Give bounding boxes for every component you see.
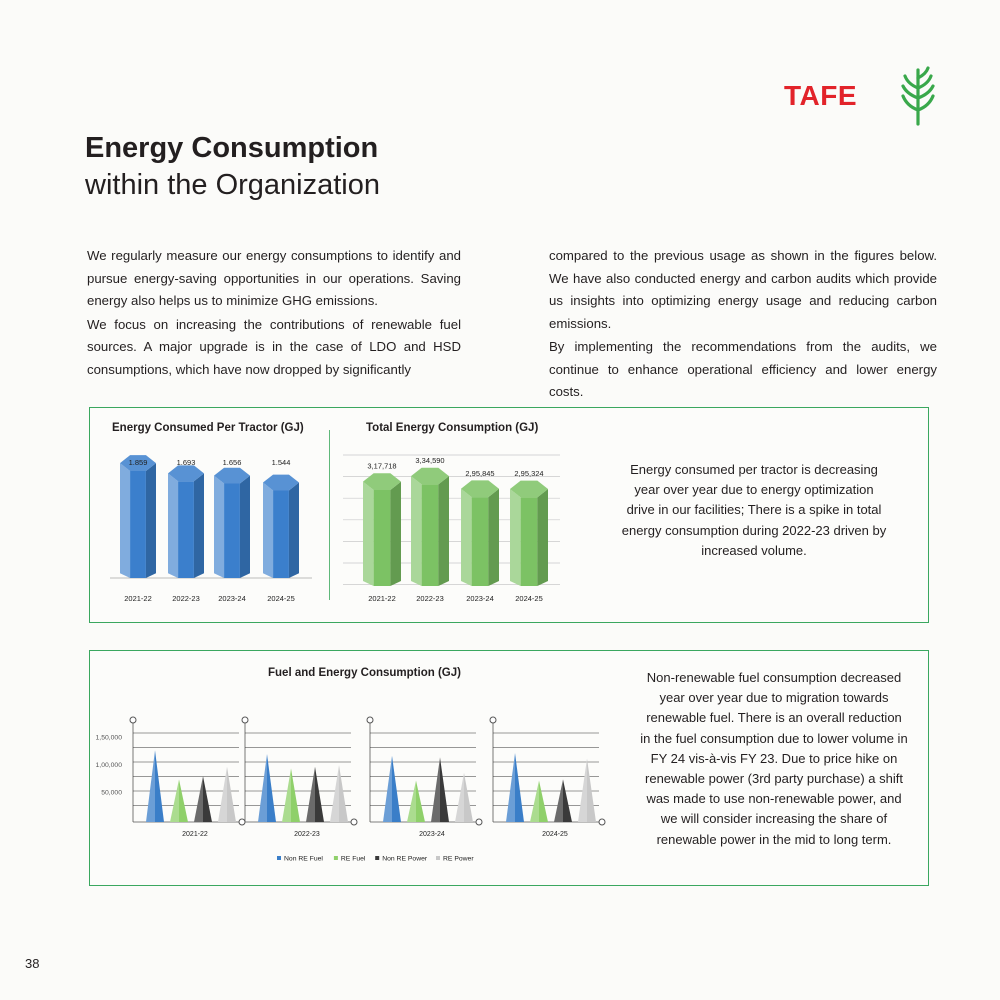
series-bar-right bbox=[227, 767, 236, 822]
series-bar-right bbox=[179, 779, 188, 822]
series-bar-left bbox=[431, 757, 440, 822]
series-bar-right bbox=[392, 756, 401, 822]
series-bar-right bbox=[416, 781, 425, 823]
legend-label: RE Power bbox=[443, 855, 474, 863]
page-subtitle: within the Organization bbox=[85, 169, 380, 201]
bar-front-face bbox=[130, 471, 146, 578]
axis-end-marker bbox=[599, 819, 605, 825]
bar-front-face bbox=[273, 490, 289, 578]
x-tick-label: 2023-24 bbox=[218, 594, 246, 603]
box2-description: Non-renewable fuel consumption decreased year over year due to migration towards renewable fuel. There is an overall reduction in the fuel consumption due to lower volume in FY 24 vis-à-vis FY 23. Due to price hike on renewable power (3rd party purchase) a shift was made to use non-renewable power, and we will consider increasing the share of renewable power in the mid to long term. bbox=[640, 670, 908, 847]
body-column-right bbox=[549, 245, 937, 405]
series-bar-right bbox=[339, 765, 348, 822]
legend-label: RE Fuel bbox=[340, 855, 366, 863]
bar-right-face bbox=[390, 482, 401, 586]
x-tick-label: 2024-25 bbox=[515, 594, 543, 603]
x-tick-label: 2021-22 bbox=[124, 594, 152, 603]
fuel-chart-panel bbox=[89, 650, 929, 886]
series-bar-right bbox=[315, 767, 324, 822]
series-bar-right bbox=[267, 754, 276, 822]
chart-title-total-energy: Total Energy Consumption (GJ) bbox=[366, 422, 539, 434]
y-tick-label: 1,00,000 bbox=[95, 762, 122, 769]
data-label: 3,34,590 bbox=[415, 456, 445, 466]
bar-right-face bbox=[194, 473, 204, 578]
axis-end-marker bbox=[239, 819, 245, 825]
bar-right-face bbox=[289, 483, 299, 578]
legend-swatch bbox=[375, 856, 379, 860]
bar-front-face bbox=[178, 481, 194, 578]
x-tick-label: 2023-24 bbox=[466, 594, 494, 603]
x-tick-label: 2024-25 bbox=[267, 594, 295, 603]
axis-end-marker bbox=[476, 819, 482, 825]
x-tick-label: 2021-22 bbox=[182, 831, 208, 838]
paragraph: We focus on increasing the contributions of renewable fuel sources. A major upgrade is in the case of LDO and HSD consumptions, which have now dropped by significantly bbox=[87, 316, 461, 377]
series-bar-right bbox=[515, 753, 524, 822]
bar-left-face bbox=[461, 489, 472, 586]
series-bar-left bbox=[218, 767, 227, 822]
bar-right-face bbox=[537, 489, 548, 586]
paragraph: compared to the previous usage as shown in the figures below. We have also conducted energy and carbon audits which provide us insights into optimizing energy usage and reducing carbon emissions. bbox=[549, 248, 937, 331]
x-tick-label: 2022-23 bbox=[294, 831, 320, 838]
bar-right-face bbox=[240, 476, 250, 578]
axis-end-marker bbox=[490, 717, 496, 723]
bar-right-face bbox=[438, 476, 449, 586]
bar-front-face bbox=[521, 497, 538, 586]
series-bar-left bbox=[258, 754, 267, 822]
series-bar-left bbox=[330, 765, 339, 822]
data-label: 3,17,718 bbox=[367, 461, 397, 471]
series-bar-left bbox=[530, 781, 539, 823]
paragraph: We regularly measure our energy consumptions to identify and pursue energy-saving opportunities in our operations. Saving energy also helps us to minimize GHG emissions. bbox=[87, 248, 461, 308]
series-bar-left bbox=[578, 759, 587, 823]
series-bar-left bbox=[554, 779, 563, 822]
chart-title-fuel: Fuel and Energy Consumption (GJ) bbox=[268, 667, 461, 679]
bar-right-face bbox=[488, 489, 499, 586]
legend-label: Non RE Power bbox=[382, 855, 428, 863]
series-bar-right bbox=[464, 773, 473, 822]
box1-description: Energy consumed per tractor is decreasing year over year due to energy optimization drive in our facilities; There is a spike in total energy consumption during 2022-23 driven by increased volume. bbox=[621, 462, 887, 558]
bar-left-face bbox=[214, 476, 224, 578]
series-bar-left bbox=[455, 773, 464, 822]
bar-left-face bbox=[263, 483, 273, 578]
energy-charts-panel bbox=[89, 407, 929, 623]
bar-front-face bbox=[422, 484, 439, 586]
x-tick-label: 2022-23 bbox=[172, 594, 200, 603]
bar-front-face bbox=[472, 497, 489, 586]
bar-right-face bbox=[146, 463, 156, 578]
series-bar-right bbox=[203, 776, 212, 822]
bar-left-face bbox=[510, 489, 521, 586]
data-label: 1.693 bbox=[176, 458, 196, 467]
series-bar-right bbox=[587, 759, 596, 823]
x-tick-label: 2021-22 bbox=[368, 594, 396, 603]
series-bar-left bbox=[383, 756, 392, 822]
axis-end-marker bbox=[351, 819, 357, 825]
series-bar-left bbox=[146, 750, 155, 822]
series-bar-left bbox=[306, 767, 315, 822]
series-bar-left bbox=[506, 753, 515, 822]
chart-title-per-tractor: Energy Consumed Per Tractor (GJ) bbox=[112, 422, 304, 434]
body-column-left bbox=[87, 245, 461, 382]
per-tractor-chart bbox=[90, 408, 330, 622]
series-bar-left bbox=[170, 779, 179, 822]
fuel-energy-chart bbox=[90, 651, 620, 885]
data-label: 2,95,845 bbox=[465, 468, 495, 478]
logo-wordmark: TAFE bbox=[784, 80, 858, 111]
chart-divider bbox=[329, 430, 330, 600]
data-label: 1.859 bbox=[128, 458, 148, 467]
leaf-icon bbox=[900, 66, 936, 126]
y-tick-label: 1,50,000 bbox=[95, 734, 122, 742]
page-title: Energy Consumption bbox=[85, 132, 379, 164]
bar-left-face bbox=[168, 473, 178, 578]
bar-front-face bbox=[374, 490, 391, 586]
tafe-logo bbox=[784, 66, 936, 126]
data-label: 1.656 bbox=[222, 458, 242, 467]
bar-left-face bbox=[411, 476, 422, 586]
paragraph: By implementing the recommendations from the audits, we continue to enhance operational efficiency and lower energy costs. bbox=[549, 339, 937, 399]
x-tick-label: 2022-23 bbox=[416, 594, 444, 603]
axis-end-marker bbox=[130, 717, 136, 723]
series-bar-right bbox=[440, 757, 449, 822]
y-tick-label: 50,000 bbox=[101, 789, 122, 797]
legend-swatch bbox=[436, 856, 440, 860]
legend-swatch bbox=[334, 856, 338, 860]
series-bar-right bbox=[563, 779, 572, 822]
bar-left-face bbox=[363, 482, 374, 586]
page-number: 38 bbox=[25, 956, 40, 971]
axis-end-marker bbox=[367, 717, 373, 723]
data-label: 1.544 bbox=[271, 458, 291, 467]
legend-swatch bbox=[277, 856, 281, 860]
series-bar-left bbox=[194, 776, 203, 822]
bar-left-face bbox=[120, 463, 130, 578]
legend-label: Non RE Fuel bbox=[284, 855, 323, 863]
x-tick-label: 2023-24 bbox=[419, 831, 445, 838]
x-tick-label: 2024-25 bbox=[542, 831, 568, 838]
series-bar-right bbox=[155, 750, 164, 822]
axis-end-marker bbox=[242, 717, 248, 723]
bar-front-face bbox=[224, 484, 240, 578]
data-label: 2,95,324 bbox=[514, 468, 544, 478]
series-bar-left bbox=[407, 781, 416, 823]
series-bar-right bbox=[539, 781, 548, 823]
total-energy-chart bbox=[335, 408, 575, 622]
